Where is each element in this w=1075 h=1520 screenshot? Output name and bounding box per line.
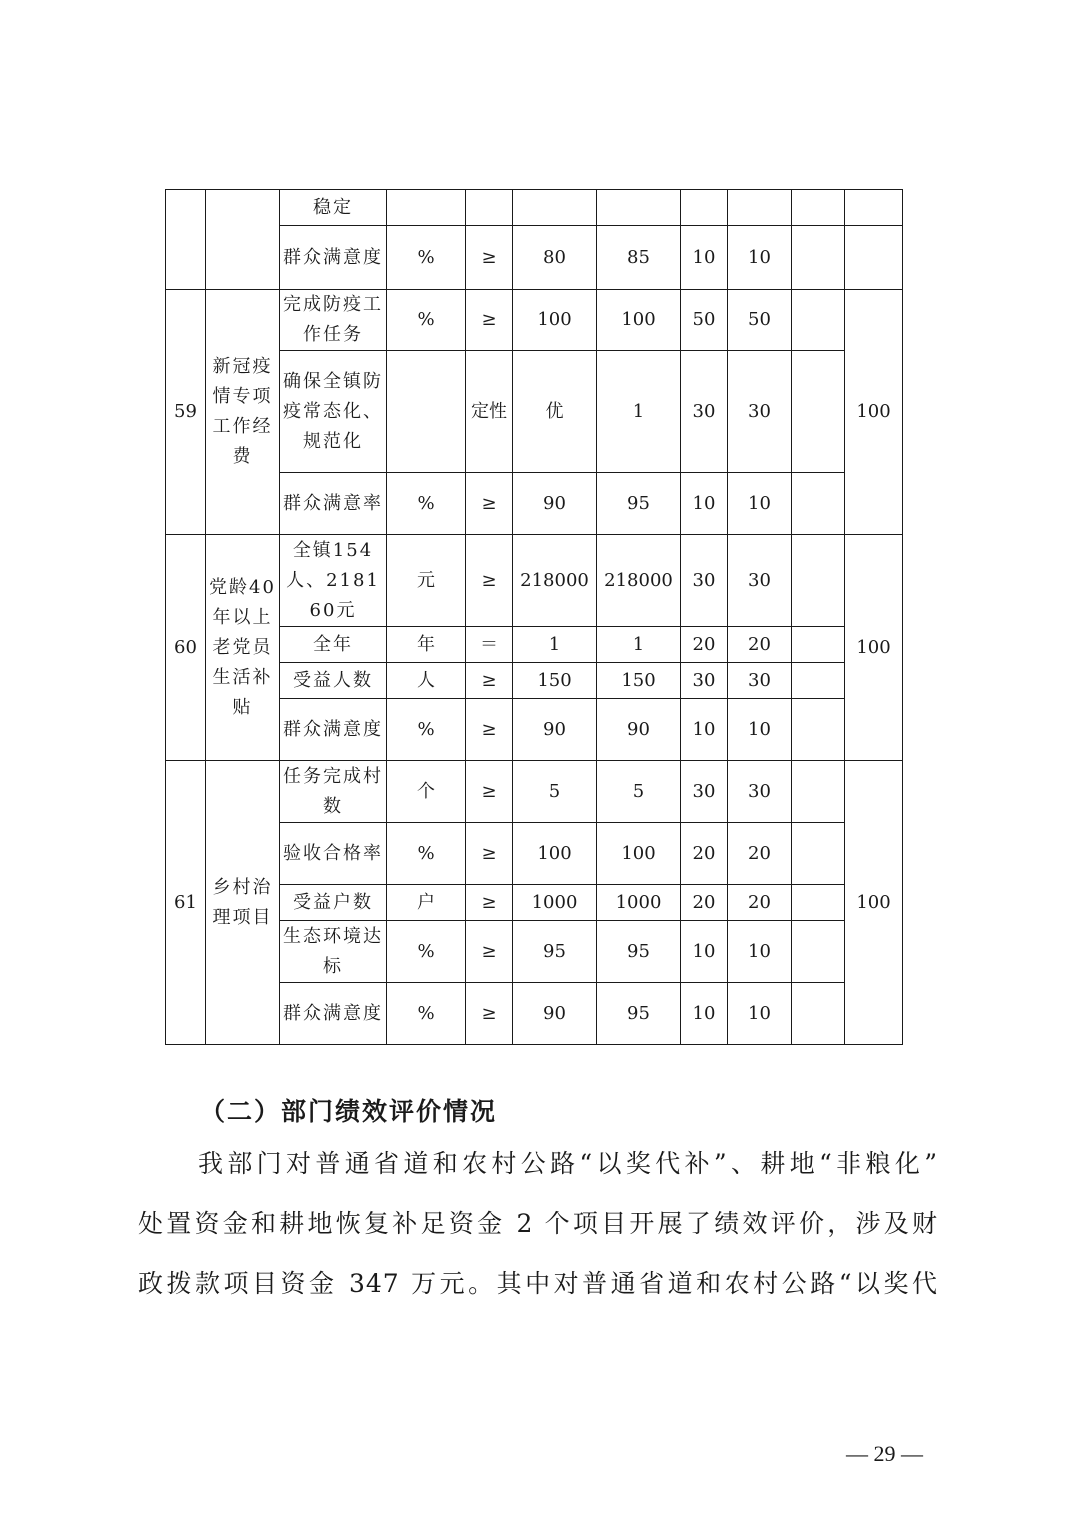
- table-cell: 稳定: [280, 190, 387, 226]
- table-cell: 30: [728, 351, 792, 473]
- table-cell: 20: [681, 823, 728, 885]
- table-cell: 完成防疫工作任务: [280, 290, 387, 351]
- table-cell: 确保全镇防疫常态化、规范化: [280, 351, 387, 473]
- table-cell: 生态环境达标: [280, 921, 387, 983]
- table-cell: 10: [728, 226, 792, 290]
- table-cell: 20: [728, 627, 792, 663]
- table-cell: ≥: [466, 921, 513, 983]
- table-cell: [792, 627, 845, 663]
- table-cell: 95: [513, 921, 597, 983]
- table-cell: 1: [597, 627, 681, 663]
- table-cell: 10: [681, 226, 728, 290]
- table-cell: [387, 190, 466, 226]
- table-cell: 90: [597, 699, 681, 761]
- table-row: [166, 190, 903, 226]
- table-cell: [792, 885, 845, 921]
- table-cell: 100: [845, 761, 903, 1045]
- table-cell: 乡村治理项目: [206, 761, 280, 1045]
- performance-indicator-table: [165, 189, 903, 1045]
- table-cell: 20: [728, 823, 792, 885]
- page-number: — 29 —: [846, 1441, 923, 1466]
- table-cell: %: [387, 226, 466, 290]
- paragraph-line: 我部门对普通省道和农村公路“以奖代补”、耕地“非粮化”: [198, 1149, 938, 1178]
- table-cell: ≥: [466, 226, 513, 290]
- table-cell: 95: [597, 921, 681, 983]
- table-cell: 党龄40年以上老党员生活补贴: [206, 535, 280, 761]
- table-cell: 群众满意度: [280, 699, 387, 761]
- table-cell: [792, 921, 845, 983]
- table-cell: 10: [728, 921, 792, 983]
- table-cell: ＝: [466, 627, 513, 663]
- table-cell: [513, 190, 597, 226]
- table-cell: 30: [681, 761, 728, 823]
- table-cell: 30: [681, 535, 728, 627]
- table-cell: 60: [166, 535, 206, 761]
- table-cell: 群众满意率: [280, 473, 387, 535]
- table-cell: 定性: [466, 351, 513, 473]
- table-cell: 30: [681, 663, 728, 699]
- table-cell: 218000: [597, 535, 681, 627]
- table-cell: 户: [387, 885, 466, 921]
- table-cell: ≥: [466, 823, 513, 885]
- table-cell: [792, 983, 845, 1045]
- table-cell: 1: [597, 351, 681, 473]
- section-heading: （二）部门绩效评价情况: [200, 1097, 498, 1126]
- table-cell: 50: [728, 290, 792, 351]
- table-cell: 10: [728, 473, 792, 535]
- table-cell: 1000: [513, 885, 597, 921]
- table-cell: 新冠疫情专项工作经费: [206, 290, 280, 535]
- table-cell: 验收合格率: [280, 823, 387, 885]
- table-cell: 10: [681, 921, 728, 983]
- paragraph-line: 处置资金和耕地恢复补足资金 2 个项目开展了绩效评价，涉及财: [138, 1209, 938, 1238]
- table-row: [166, 290, 903, 351]
- table-cell: 218000: [513, 535, 597, 627]
- table-cell: ≥: [466, 663, 513, 699]
- table-cell: 1000: [597, 885, 681, 921]
- table-cell: 90: [513, 699, 597, 761]
- table-cell: ≥: [466, 983, 513, 1045]
- table-cell: [792, 699, 845, 761]
- table-cell: 10: [728, 699, 792, 761]
- table-cell: 10: [681, 983, 728, 1045]
- table-cell: 100: [845, 290, 903, 535]
- table-cell: 20: [681, 627, 728, 663]
- table-cell: 10: [681, 473, 728, 535]
- table-cell: 150: [513, 663, 597, 699]
- table-cell: 10: [681, 699, 728, 761]
- table-cell: [728, 190, 792, 226]
- table-cell: %: [387, 699, 466, 761]
- table-cell: 人: [387, 663, 466, 699]
- table-cell: 全年: [280, 627, 387, 663]
- table-cell: ≥: [466, 473, 513, 535]
- table-cell: 全镇154人、218160元: [280, 535, 387, 627]
- table-cell: [206, 190, 280, 290]
- table-cell: 受益人数: [280, 663, 387, 699]
- table-cell: [597, 190, 681, 226]
- table-cell: ≥: [466, 290, 513, 351]
- table-cell: 30: [681, 351, 728, 473]
- table-cell: [681, 190, 728, 226]
- table-cell: [792, 761, 845, 823]
- table-cell: 50: [681, 290, 728, 351]
- paragraph-line: 政拨款项目资金 347 万元。其中对普通省道和农村公路“以奖代: [138, 1269, 938, 1298]
- table-cell: [845, 226, 903, 290]
- table-cell: [792, 663, 845, 699]
- table-cell: 61: [166, 761, 206, 1045]
- table-cell: [792, 226, 845, 290]
- table-cell: 80: [513, 226, 597, 290]
- table-row: [166, 761, 903, 823]
- table-cell: [466, 190, 513, 226]
- table-cell: 95: [597, 473, 681, 535]
- table-cell: %: [387, 983, 466, 1045]
- table-cell: %: [387, 473, 466, 535]
- table-cell: %: [387, 921, 466, 983]
- table-cell: %: [387, 823, 466, 885]
- table-cell: 100: [845, 535, 903, 761]
- table-cell: 150: [597, 663, 681, 699]
- table-cell: 20: [728, 885, 792, 921]
- table-cell: 个: [387, 761, 466, 823]
- table-cell: 30: [728, 663, 792, 699]
- table-cell: 30: [728, 761, 792, 823]
- section-paragraph: [138, 1134, 938, 1314]
- table-cell: 100: [513, 823, 597, 885]
- table-cell: 元: [387, 535, 466, 627]
- table-cell: 任务完成村数: [280, 761, 387, 823]
- table-cell: 1: [513, 627, 597, 663]
- table-row: [166, 535, 903, 627]
- table-cell: [845, 190, 903, 226]
- table-cell: [792, 190, 845, 226]
- table-cell: 100: [513, 290, 597, 351]
- table-cell: [792, 290, 845, 351]
- table-cell: 100: [597, 290, 681, 351]
- table-cell: 群众满意度: [280, 983, 387, 1045]
- table-cell: 90: [513, 473, 597, 535]
- table-cell: 59: [166, 290, 206, 535]
- table-cell: [792, 535, 845, 627]
- table-cell: 95: [597, 983, 681, 1045]
- table-cell: 5: [597, 761, 681, 823]
- table-cell: ≥: [466, 885, 513, 921]
- table-cell: ≥: [466, 699, 513, 761]
- table-cell: 10: [728, 983, 792, 1045]
- table-cell: [792, 823, 845, 885]
- table-cell: 受益户数: [280, 885, 387, 921]
- table-cell: 优: [513, 351, 597, 473]
- table-cell: %: [387, 290, 466, 351]
- table-cell: 85: [597, 226, 681, 290]
- table-cell: [387, 351, 466, 473]
- table-cell: 20: [681, 885, 728, 921]
- table-cell: 30: [728, 535, 792, 627]
- table-cell: [792, 473, 845, 535]
- table-cell: 90: [513, 983, 597, 1045]
- table-cell: [166, 190, 206, 290]
- table-cell: 5: [513, 761, 597, 823]
- table-cell: ≥: [466, 535, 513, 627]
- table-cell: [792, 351, 845, 473]
- table-cell: ≥: [466, 761, 513, 823]
- table-cell: 100: [597, 823, 681, 885]
- table-cell: 年: [387, 627, 466, 663]
- table-cell: 群众满意度: [280, 226, 387, 290]
